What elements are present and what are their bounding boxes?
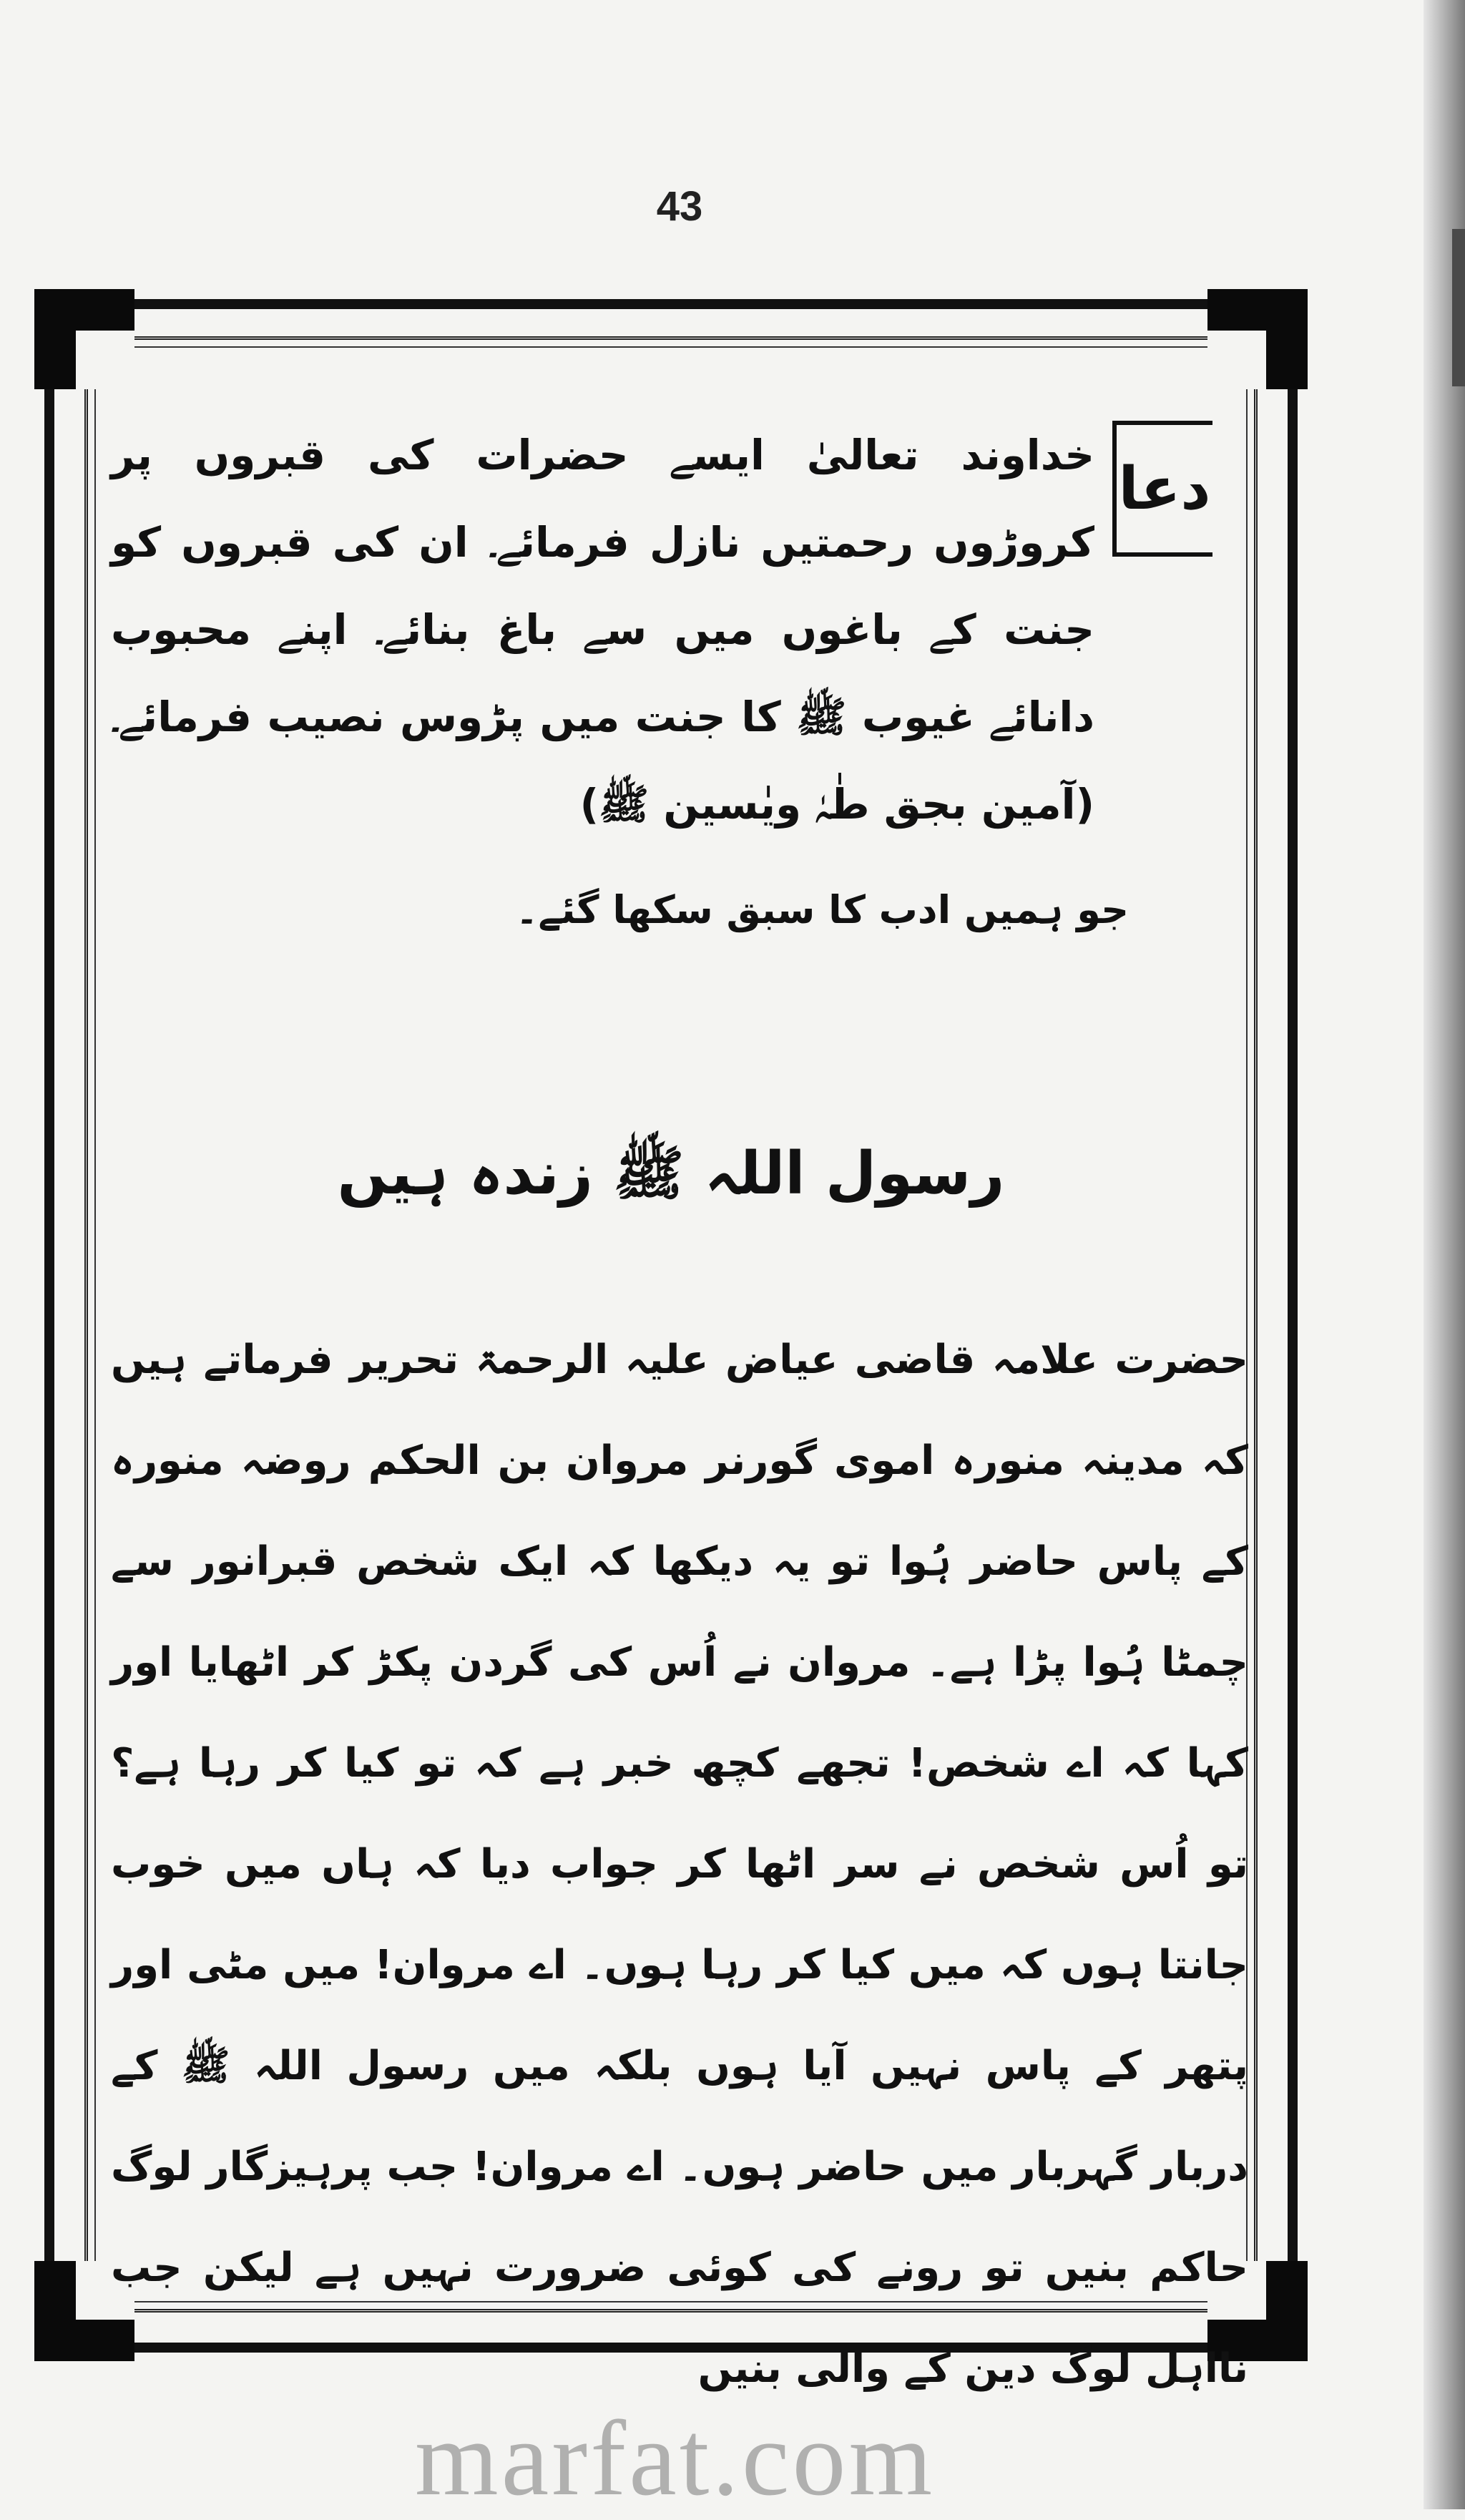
section-body-text: حضرت علامہ قاضی عیاض علیہ الرحمۃ تحریر فرماتے ہیں کہ مدینہ منورہ اموی گورنر مروان بن الحکم روضہ منورہ کے پاس حاضر ہُوا تو یہ دیکھا کہ ایک شخص قبرانور سے چمٹا ہُوا پڑا ہے۔ مروان نے اُس کی گردن پکڑ کر اٹھایا اور کہا کہ اے شخص! تجھے کچھ خبر ہے کہ تو کیا کر رہا ہے؟ تو اُس شخص نے سر اٹھا کر جواب دیا کہ ہاں میں خوب جانتا ہوں کہ میں کیا کر رہا ہوں۔ اے مروان! میں مٹی اور پتھر کے پاس نہیں آیا ہوں بلکہ میں رسول اللہ ﷺ کے دربار گہربار میں حاضر ہوں۔ اے مروان! جب پرہیزگار لوگ حاکم بنیں تو رونے کی کوئی ضرورت نہیں ہے لیکن جب نااہل لوگ دین کے والی بنیں <box>111 1337 1248 2392</box>
page-number: 43 <box>656 183 703 230</box>
section-heading: رسول اللہ ﷺ زندہ ہیں <box>337 1140 1005 1208</box>
section-body <box>111 1309 1248 2419</box>
dua-side-label <box>1112 421 1212 557</box>
page-edge-mark <box>1452 229 1465 386</box>
dua-closing-line: جو ہمیں ادب کا سبق سکھا گئے۔ <box>515 887 1129 932</box>
dua-paragraph <box>111 411 1094 848</box>
corner-ornament-top-left <box>34 289 134 389</box>
corner-ornament-top-right <box>1207 289 1308 389</box>
dua-text: خداوند تعالیٰ ایسے حضرات کی قبروں پر کروڑوں رحمتیں نازل فرمائے۔ ان کی قبروں کو جنت کے باغوں میں سے باغ بنائے۔ اپنے محبوب دانائے غیوب ﷺ کا جنت میں پڑوس نصیب فرمائے۔ (آمین بجق طٰہٰ ویٰسین ﷺ) <box>111 431 1094 829</box>
dua-label-text: دعا <box>1118 454 1211 523</box>
watermark: marfat.com <box>415 2399 936 2518</box>
